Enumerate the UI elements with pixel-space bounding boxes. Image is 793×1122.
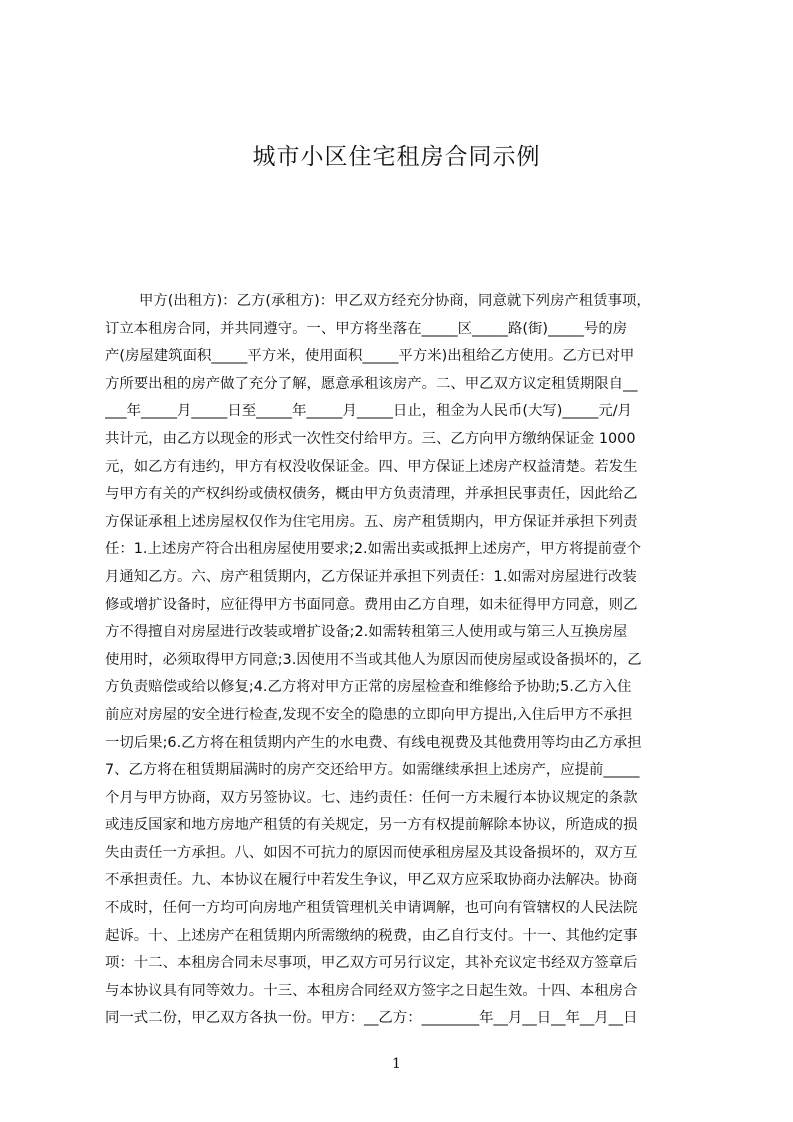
body-line: 方负责赔偿或给以修复;4.乙方将对甲方正常的房屋检查和维修给予协助;5.乙方入住: [105, 679, 632, 696]
body-line: 使用时，必须取得甲方同意;3.因使用不当或其他人为原因而使房屋或设备损坏的，乙: [105, 651, 642, 668]
body-line: 方所要出租的房产做了充分了解，愿意承租该房产。二、甲乙双方议定租赁期限自__: [105, 375, 638, 392]
body-line: 方不得擅自对房屋进行改装或增扩设备;2.如需转租第三人使用或与第三人互换房屋: [105, 624, 628, 641]
body-line: 方保证承租上述房屋权仅作为住宅用房。五、房产租赁期内，甲方保证并承担下列责: [105, 513, 638, 530]
contract-body: [105, 288, 699, 1033]
body-line: 与甲方有关的产权纠纷或债权债务，概由甲方负责清理，并承担民事责任，因此给乙: [105, 486, 638, 503]
body-line: 订立本租房合同，并共同遵守。一、甲方将坐落在_____区_____路(街)_____号的房: [105, 320, 628, 337]
document-title: 城市小区住宅租房合同示例: [252, 144, 541, 170]
body-line: 不成时，任何一方均可向房地产租赁管理机关申请调解，也可向有管辖权的人民法院: [105, 900, 638, 917]
body-line: 共计元，由乙方以现金的形式一次性交付给甲方。三、乙方向甲方缴纳保证金 1000: [105, 430, 636, 447]
body-line: 7、乙方将在租赁期届满时的房产交还给甲方。如需继续承担上述房产，应提前_____: [105, 762, 640, 779]
body-line: 前应对房屋的安全进行检查,发现不安全的隐患的立即向甲方提出,入住后甲方不承担: [105, 706, 633, 723]
body-line: ___年_____月_____日至_____年_____月_____日止，租金为人民币(大写)_____元/月: [105, 403, 632, 420]
body-line: 甲方(出租方)：乙方(承租方)：甲乙双方经充分协商，同意就下列房产租赁事项，: [139, 293, 651, 309]
body-line: 个月与甲方协商，双方另签协议。七、违约责任：任何一方未履行本协议规定的条款: [105, 789, 638, 806]
body-line: 起诉。十、上述房产在租赁期内所需缴纳的税费，由乙自行支付。十一、其他约定事: [105, 927, 638, 944]
body-line: 或违反国家和地方房地产租赁的有关规定，另一方有权提前解除本协议，所造成的损: [105, 817, 638, 834]
body-line: 元，如乙方有违约，甲方有权没收保证金。四、甲方保证上述房产权益清楚。若发生: [105, 458, 638, 475]
page-number: 1: [392, 1056, 401, 1072]
body-line: 月通知乙方。六、房产租赁期内，乙方保证并承担下列责任：1.如需对房屋进行改装: [105, 568, 637, 585]
body-line: 修或增扩设备时，应征得甲方书面同意。费用由乙方自理，如未征得甲方同意，则乙: [105, 596, 638, 613]
body-line: 与本协议具有同等效力。十三、本租房合同经双方签字之日起生效。十四、本租房合: [105, 982, 638, 999]
body-line: 失由责任一方承担。八、如因不可抗力的原因而使承租房屋及其设备损坏的，双方互: [105, 844, 638, 861]
body-line: 不承担责任。九、本协议在履行中若发生争议，甲乙双方应采取协商办法解决。协商: [105, 872, 638, 889]
body-line: 同一式二份，甲乙双方各执一份。甲方：__乙方：________年__月__日__年__月__日: [105, 1010, 638, 1027]
body-line: 任：1.上述房产符合出租房屋使用要求;2.如需出卖或抵押上述房产，甲方将提前壹个: [105, 541, 641, 558]
body-line: 一切后果;6.乙方将在租赁期内产生的水电费、有线电视费及其他费用等均由乙方承担: [105, 734, 642, 751]
body-line: 产(房屋建筑面积_____平方米，使用面积_____平方米)出租给乙方使用。乙方已对甲: [105, 348, 635, 365]
body-line: 项：十二、本租房合同未尽事项，甲乙双方可另行议定，其补充议定书经双方签章后: [105, 955, 638, 972]
